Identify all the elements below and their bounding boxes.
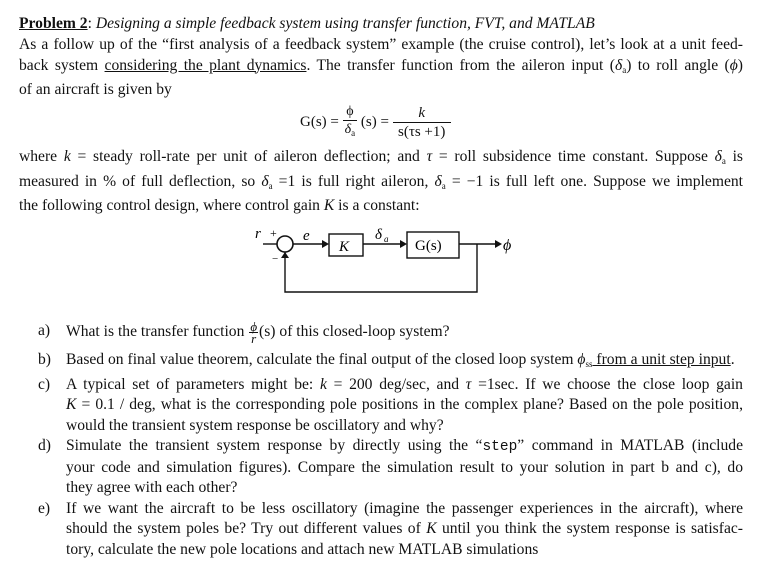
intro-line-3: of an aircraft is given by [19, 81, 172, 98]
diagram-r-label: r [255, 226, 261, 242]
question-label: a) [38, 322, 51, 339]
delta-subscript: a [622, 64, 627, 75]
plant-block-label: G(s) [415, 238, 442, 254]
aileron-arrowhead [400, 240, 407, 248]
question-label: c) [38, 375, 51, 393]
question-c-text: A typical set of parameters might be: k = 200 deg/sec, and τ =1sec. If we choose the close loop gain K = 0.1 / deg, what is the corresponding pole positions in the complex plane? Based on the pole position, would the transient system response be oscillatory and why? [66, 375, 743, 434]
question-a-text: What is the transfer function $\frac{\phi}{r}$ (s) of this closed-loop system? [66, 319, 450, 346]
question-label: e) [38, 499, 51, 517]
question-list [38, 321, 743, 560]
plant-dynamics-underlined: considering the plant dynamics [104, 56, 307, 74]
equation-mid: (s) = [360, 113, 389, 130]
diagram-delta-subscript: a [384, 234, 389, 244]
question-b [38, 350, 743, 375]
equation-lhs: G(s) = [300, 113, 339, 130]
summing-junction [277, 236, 293, 252]
fraction-denominator-plant: s(τs +1) [397, 123, 446, 140]
problem-title [19, 14, 743, 35]
where-line-2: measured in % of full deflection, so $\delta_a =1$ is full right aileron, $\delta_a = -1$ is full left one. Suppose we implement [19, 172, 743, 191]
title-colon: : [87, 15, 92, 32]
diagram-phi-label: ϕ [503, 237, 512, 254]
phi-symbol: ϕ [729, 56, 738, 74]
intro-line-2 [19, 56, 743, 81]
output-arrowhead [495, 240, 502, 248]
delta-symbol: δ [614, 56, 623, 74]
feedback-arrowhead [281, 252, 289, 258]
step-command: step [482, 439, 518, 455]
problem-number: Problem 2 [19, 15, 88, 32]
transfer-function-equation [300, 103, 451, 142]
intro-paragraph [19, 35, 743, 101]
diagram-delta-label: δ [375, 227, 382, 243]
question-d-text: Simulate the transient system response by directly using the “step” command in MATLAB (include your code and simulation figures). Compare the simulation result to your solution in part b and c), do they agree with each other? [66, 437, 743, 496]
problem-heading: Designing a simple feedback system using transfer function, FVT, and MATLAB [91, 15, 595, 32]
intro-text: . The transfer function from the aileron input ( [306, 56, 615, 74]
gain-block-label: K [339, 239, 350, 255]
question-e [38, 499, 743, 561]
fraction-numerator-k: k [393, 105, 451, 123]
intro-text: ) to roll angle ( [626, 56, 730, 74]
question-d [38, 436, 743, 499]
intro-text: back system [19, 56, 105, 74]
fraction-denominator-delta: $\delta_a$ [344, 122, 356, 138]
where-line-3: the following control design, where control gain K is a constant: [19, 197, 420, 214]
where-paragraph [19, 147, 743, 217]
k-over-plant-fraction [393, 105, 451, 141]
diagram-plus-sign: + [270, 226, 277, 240]
question-a [38, 321, 743, 350]
fraction-numerator-phi: ϕ [343, 103, 358, 121]
intro-text: ) [737, 56, 743, 74]
where-line-1: where k = steady roll-rate per unit of aileron deflection; and τ = roll subsidence time constant. Suppose $\delta_a$ is [19, 148, 743, 166]
unit-step-underlined: from a unit step input [592, 351, 731, 368]
block-diagram [255, 222, 535, 302]
diagram-minus-sign: − [272, 253, 279, 265]
phi-over-delta-fraction [343, 103, 358, 142]
intro-line-1: As a follow up of the “first analysis of a feedback system” example (the cruise control), let’s look at a unit feed- [19, 36, 743, 53]
question-e-text: If we want the aircraft to be less oscillatory (imagine the passenger experiences in the aircraft), where should the system poles be? Try out different values of K until you think the system response is satisfac- tory, calculate the new pole locations and attach new MATLAB simulations [66, 499, 743, 558]
diagram-e-label: e [303, 228, 310, 244]
question-label: d) [38, 437, 51, 454]
question-b-text: Based on final value theorem, calculate the final output of the closed loop system $\phi_{ss}$ from a unit step input. [66, 351, 735, 369]
error-arrowhead [322, 240, 329, 248]
question-label: b) [38, 351, 51, 368]
phi-over-r-fraction: $\frac{\phi}{r}$ [250, 319, 258, 346]
question-c [38, 375, 743, 437]
